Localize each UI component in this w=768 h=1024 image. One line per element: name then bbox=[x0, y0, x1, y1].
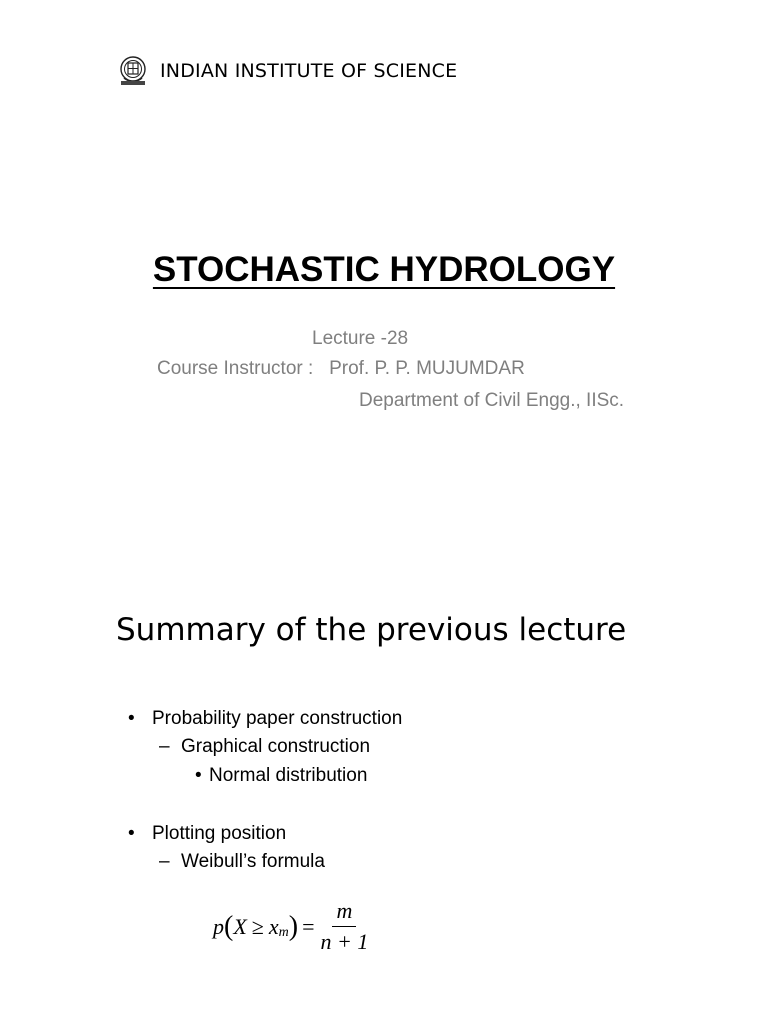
institute-header bbox=[116, 54, 457, 88]
list-item: • Normal distribution bbox=[195, 765, 368, 786]
list-item: • Plotting position bbox=[128, 823, 287, 844]
summary-slide bbox=[0, 512, 768, 1024]
institute-name: INDIAN INSTITUTE OF SCIENCE bbox=[160, 60, 458, 82]
list-item: – Weibull’s formula bbox=[159, 851, 325, 872]
iisc-emblem-icon bbox=[116, 54, 150, 88]
lecture-number: Lecture -28 bbox=[312, 328, 409, 349]
department: Department of Civil Engg., IISc. bbox=[359, 390, 625, 411]
course-instructor: Course Instructor : Prof. P. P. MUJUMDAR bbox=[157, 358, 525, 379]
weibull-formula: p ( X ≥ x m ) = $\frac{m}{n + 1}$ bbox=[213, 898, 369, 954]
list-item: • Probability paper construction bbox=[128, 708, 403, 729]
formula-fraction: $\frac{m}{n + 1}$ bbox=[320, 898, 369, 954]
summary-title: Summary of the previous lecture bbox=[116, 612, 627, 648]
list-item: – Graphical construction bbox=[159, 736, 371, 757]
course-title: STOCHASTIC HYDROLOGY bbox=[152, 250, 616, 289]
